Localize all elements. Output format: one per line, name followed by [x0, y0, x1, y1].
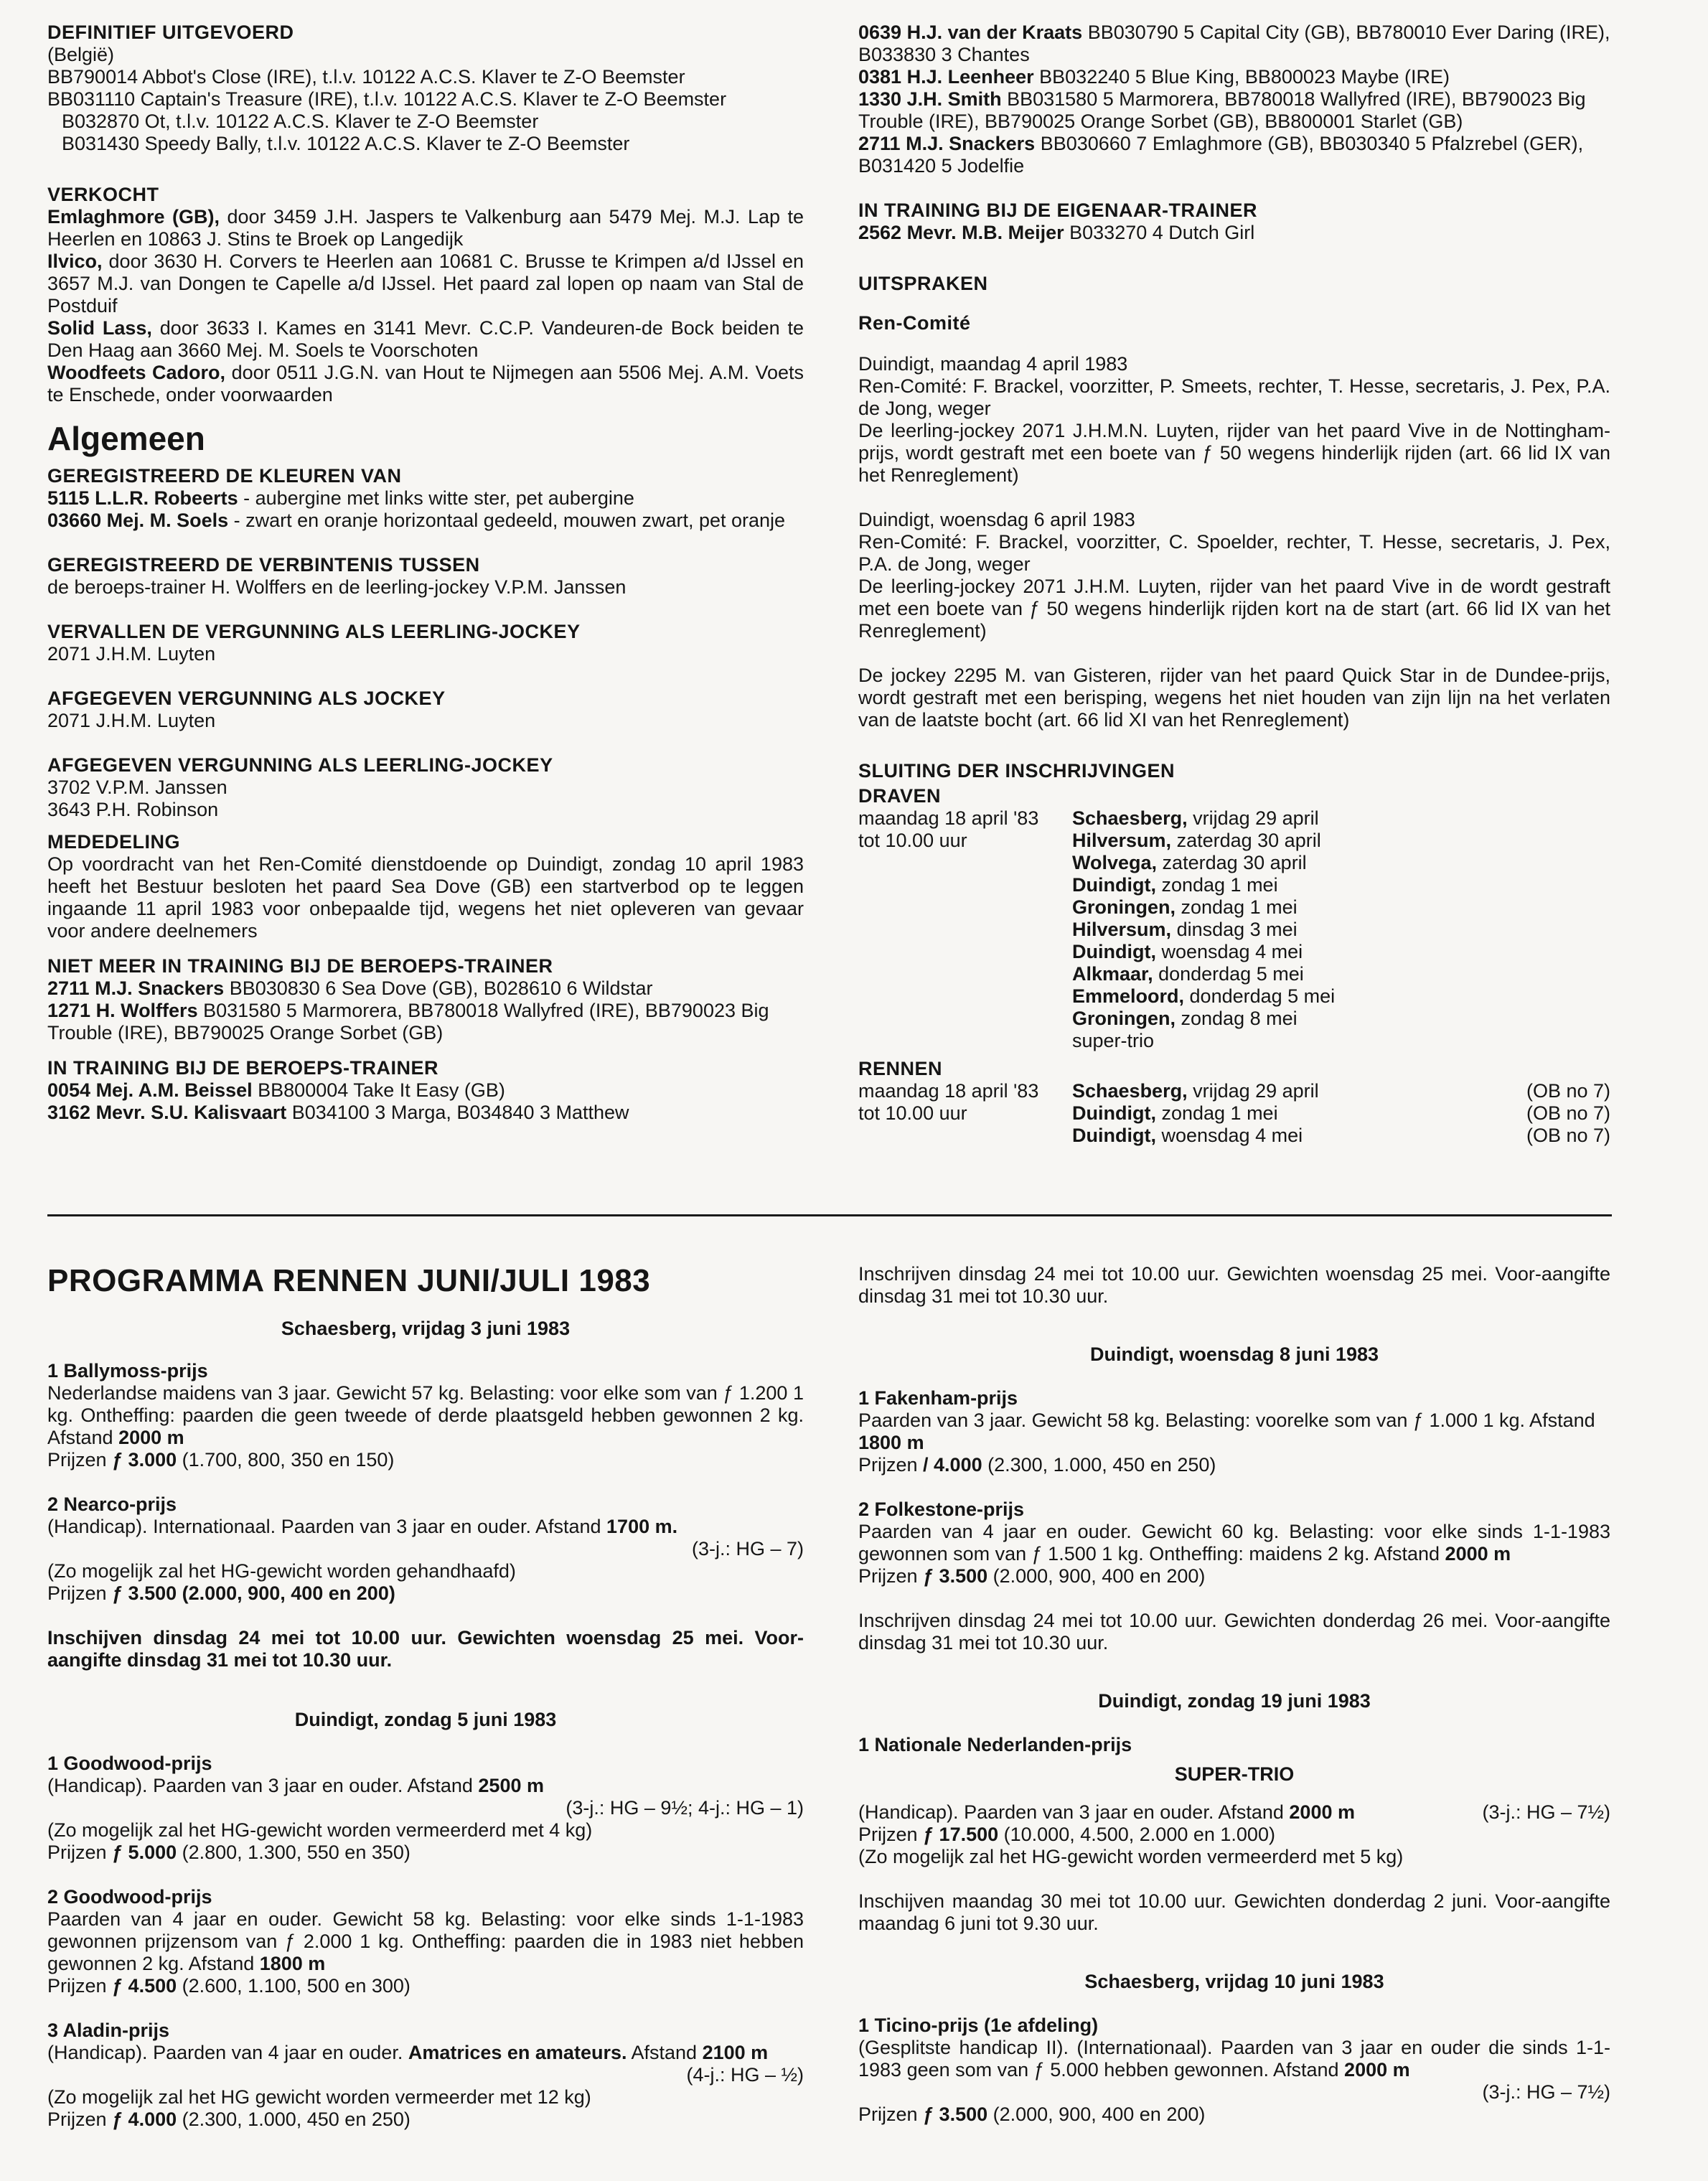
meeting-place: Duindigt, [1072, 874, 1156, 896]
weight-note: (Zo mogelijk zal het HG-gewicht worden vermeerderd met 5 kg) [858, 1846, 1404, 1867]
country-label: (België) [47, 44, 115, 65]
ob-reference: (OB no 7) [1526, 1080, 1610, 1102]
meeting-day: zondag 1 mei [1155, 874, 1278, 896]
race-title: 1 Ballymoss-prijs [47, 1360, 208, 1382]
race-prizes [858, 1824, 1610, 1846]
item-text: 2071 J.H.M. Luyten [47, 643, 216, 665]
list-item [858, 22, 1610, 66]
race-title: 2 Goodwood-prijs [47, 1886, 212, 1908]
meeting-header: Schaesberg, vrijdag 10 juni 1983 [1084, 1971, 1384, 1992]
handicap-note: (3-j.: HG – 9½; 4-j.: HG – 1) [566, 1797, 804, 1819]
prize-label: Prijzen [47, 1449, 113, 1471]
race-conditions [858, 1410, 1610, 1454]
list-item [47, 206, 804, 250]
item-text: door 0511 J.G.N. van Hout te Nijmegen aan 5506 Mej. A.M. Voets te Enschede, onder voorwaarden [47, 362, 804, 405]
weight-note: (Zo mogelijk zal het HG-gewicht worden gehandhaafd) [47, 1560, 516, 1582]
meeting-day: zaterdag 30 april [1171, 830, 1321, 851]
programma-title: PROGRAMMA RENNEN JUNI/JULI 1983 [47, 1263, 651, 1298]
niet-meer-section [47, 955, 804, 1044]
ob-reference: (OB no 7) [1526, 1102, 1610, 1124]
list-item: 3643 P.H. Robinson [47, 799, 219, 820]
rennen-label: RENNEN [858, 1058, 943, 1079]
list-item [47, 977, 804, 1000]
item-text: 2071 J.H.M. Luyten [47, 710, 216, 731]
item-text: BB031580 5 Marmorera, BB780018 Wallyfred (IRE), BB790023 Big Trouble (IRE), BB790025 Orange Sorbet (GB), BB800001 Starlet (GB) [858, 88, 1586, 132]
section-subheading: Ren-Comité [858, 312, 971, 334]
list-item [47, 510, 804, 532]
item-text: B034100 3 Marga, B034840 3 Matthew [286, 1102, 629, 1123]
race-entry [47, 1360, 804, 1471]
conditions-text: (Handicap). Paarden van 3 jaar en ouder. Afstand [47, 1775, 479, 1796]
section-heading: GEREGISTREERD DE KLEUREN VAN [47, 465, 402, 487]
meeting-place: Groningen, [1072, 896, 1176, 918]
meeting-place: Schaesberg, [1072, 807, 1188, 829]
meeting-day: zaterdag 30 april [1157, 852, 1307, 873]
item-text: B031580 5 Marmorera, BB780018 Wallyfred (IRE), BB790023 Big Trouble (IRE), BB790025 Orange Sorbet (GB) [47, 1000, 769, 1043]
kleuren-section [47, 465, 804, 532]
prize-label: Prijzen [47, 1975, 113, 1997]
entry-deadline: Inschrijven dinsdag 24 mei tot 10.00 uur. Gewichten donderdag 26 mei. Voor-aangifte dinsdag 31 mei tot 10.30 uur. [858, 1610, 1610, 1654]
meeting-day: zondag 1 mei [1155, 1102, 1278, 1124]
item-text: door 3630 H. Corvers te Heerlen aan 10681 C. Brusse te Krimpen a/d IJssel en 3657 M.J. van Dongen te Capelle a/d IJssel. Het paard zal lopen op naam van Stal de Postduif [47, 250, 804, 316]
meeting-day: donderdag 5 mei [1184, 985, 1336, 1007]
race-entry [47, 2020, 804, 2131]
list-item [858, 222, 1610, 244]
prize-label: Prijzen [858, 2103, 924, 2125]
trainer-name: 0381 H.J. Leenheer [858, 66, 1034, 88]
meeting-place: Hilversum, [1072, 919, 1172, 940]
right-top-column [858, 22, 1610, 1147]
super-trio-label: SUPER-TRIO [1174, 1763, 1295, 1785]
entry-deadline: Inschijven maandag 30 mei tot 10.00 uur. Gewichten donderdag 2 juni. Voor-aangifte maandag 6 juni tot 9.30 uur. [858, 1890, 1610, 1934]
race-title: 3 Aladin-prijs [47, 2020, 170, 2041]
conditions-text: Paarden van 3 jaar. Gewicht 58 kg. Belasting: voorelke som van ƒ 1.000 1 kg. Afstand [858, 1410, 1595, 1431]
list-item: B031430 Speedy Bally, t.l.v. 10122 A.C.S. Klaver te Z-O Beemster [62, 133, 630, 154]
meeting-day: zondag 8 mei [1176, 1008, 1298, 1029]
trainer-name: 2711 M.J. Snackers [47, 977, 225, 999]
in-training-section [47, 1057, 804, 1124]
race-title: 2 Nearco-prijs [47, 1493, 177, 1515]
race-distance: 2000 m [1289, 1801, 1355, 1823]
owner-name: 03660 Mej. M. Soels [47, 510, 229, 531]
sluiting-section [858, 760, 1610, 1147]
trainer-name: 2562 Mevr. M.B. Meijer [858, 222, 1064, 243]
prize-breakdown: (2.300, 1.000, 450 en 250) [177, 2109, 410, 2130]
meeting-list [1072, 1080, 1510, 1147]
prize-label: Prijzen [47, 1842, 113, 1863]
meeting-item [1072, 1125, 1510, 1147]
race-distance: 2100 m [702, 2042, 769, 2063]
race-conditions [47, 1775, 804, 1797]
race-distance: 2000 m [1344, 2059, 1410, 2081]
race-title: 1 Nationale Nederlanden-prijs [858, 1734, 1132, 1755]
prize-total: ƒ 17.500 [923, 1824, 999, 1845]
ob-list [1510, 1080, 1610, 1147]
closing-date-block [858, 807, 1072, 1052]
section-divider [47, 1214, 1612, 1216]
list-item [47, 487, 804, 510]
list-item [47, 250, 804, 317]
race-prizes [47, 1582, 804, 1605]
meeting-place: Duindigt, [1072, 1102, 1156, 1124]
meeting-day: vrijdag 29 april [1187, 1080, 1319, 1102]
rennen-schedule [858, 1080, 1610, 1147]
afgegeven-jockey-section [47, 688, 804, 732]
meeting-header: Duindigt, woensdag 8 juni 1983 [1089, 1343, 1379, 1365]
list-item: B032870 Ot, t.l.v. 10122 A.C.S. Klaver te Z-O Beemster [62, 111, 539, 132]
weight-note: (Zo mogelijk zal het HG-gewicht worden vermeerderd met 4 kg) [47, 1819, 593, 1841]
prize-label: Prijzen [47, 1582, 113, 1604]
weight-note: (Zo mogelijk zal het HG gewicht worden vermeerder met 12 kg) [47, 2086, 591, 2108]
programma-right-column [858, 1263, 1610, 2126]
item-text: B033270 4 Dutch Girl [1064, 222, 1255, 243]
prize-breakdown: (2.800, 1.300, 550 en 350) [177, 1842, 410, 1863]
horse-name: Ilvico, [47, 250, 103, 272]
prize-total: ƒ 3.000 [112, 1449, 177, 1471]
meeting-place: Wolvega, [1072, 852, 1158, 873]
prize-breakdown: (10.000, 4.500, 2.000 en 1.000) [998, 1824, 1275, 1845]
race-prizes [47, 2109, 804, 2131]
list-item: BB790014 Abbot's Close (IRE), t.l.v. 10122 A.C.S. Klaver te Z-O Beemster [47, 66, 685, 88]
ruling-date: Duindigt, maandag 4 april 1983 [858, 353, 1128, 375]
item-text: BB030790 5 Capital City (GB), BB780010 Ever Daring (IRE), B033830 3 Chantes [858, 22, 1610, 65]
conditions-text: (Handicap). Internationaal. Paarden van 3 jaar en ouder. Afstand [47, 1516, 607, 1537]
prize-total: ƒ 3.500 [923, 2103, 988, 2125]
prize-label: Prijzen [858, 1565, 924, 1587]
meeting-place: Groningen, [1072, 1008, 1176, 1029]
prize-total: ƒ 3.500 [923, 1565, 988, 1587]
meeting-header: Duindigt, zondag 19 juni 1983 [1098, 1690, 1371, 1712]
meeting-item [1072, 874, 1610, 896]
afgegeven-leerling-section [47, 754, 804, 821]
trainer-name: 0639 H.J. van der Kraats [858, 22, 1083, 43]
meeting-item [1072, 941, 1610, 963]
meeting-day: dinsdag 3 mei [1171, 919, 1298, 940]
section-heading: VERVALLEN DE VERGUNNING ALS LEERLING-JOCKEY [47, 621, 581, 642]
list-item [858, 88, 1610, 133]
section-heading: IN TRAINING BIJ DE BEROEPS-TRAINER [47, 1057, 439, 1079]
race-entry [858, 2015, 1610, 2126]
meeting-item [1072, 852, 1610, 874]
meeting-item [1072, 830, 1610, 852]
meeting-item [1072, 807, 1610, 830]
list-item [47, 1102, 804, 1124]
list-item [858, 66, 1610, 88]
conditions-text: Paarden van 4 jaar en ouder. Gewicht 58 kg. Belasting: voor elke sinds 1-1-1983 gewonnen prijzensom van ƒ 2.000 1 kg. Ontheffing: paarden die in 1983 niet hebben gewonnen 2 kg. Afstand [47, 1908, 804, 1974]
meeting-item [1072, 1102, 1510, 1125]
left-top-column [47, 22, 804, 1124]
prize-total: / 4.000 [923, 1454, 982, 1476]
draven-schedule [858, 807, 1610, 1052]
closing-time: tot 10.00 uur [858, 1102, 967, 1124]
race-entry [47, 1753, 804, 1864]
conditions-text: Nederlandse maidens van 3 jaar. Gewicht 57 kg. Belasting: voor elke som van ƒ 1.200 1 kg. Ontheffing: paarden die geen tweede of derde plaatsgeld hebben gewonnen 2 kg. Afstand [47, 1382, 804, 1448]
ob-reference: (OB no 7) [1526, 1125, 1610, 1146]
uitspraken-section [858, 273, 1610, 731]
meeting-header: Duindigt, zondag 5 juni 1983 [294, 1709, 557, 1730]
prize-breakdown: (2.600, 1.100, 500 en 300) [177, 1975, 410, 1997]
handicap-note: (3-j.: HG – 7½) [1482, 1801, 1610, 1823]
list-item: BB031110 Captain's Treasure (IRE), t.l.v. 10122 A.C.S. Klaver te Z-O Beemster [47, 88, 727, 110]
prize-label: Prijzen [858, 1454, 924, 1476]
race-conditions [47, 1908, 804, 1975]
prize-breakdown: (2.300, 1.000, 450 en 250) [982, 1454, 1216, 1476]
race-prizes [858, 2103, 1610, 2126]
meeting-list [1072, 807, 1610, 1052]
meeting-item [1072, 963, 1610, 985]
conditions-text: (Handicap). Paarden van 3 jaar en ouder. Afstand [858, 1801, 1290, 1823]
race-entry [858, 1734, 1610, 1868]
section-heading: IN TRAINING BIJ DE EIGENAAR-TRAINER [858, 200, 1258, 221]
trainer-name: 1271 H. Wolffers [47, 1000, 198, 1021]
ruling-text: De leerling-jockey 2071 J.H.M.N. Luyten, rijder van het paard Vive in de Nottingham-prijs, wordt gestraft met een boete van ƒ 50 wegens hinderlijk rijden (art. 66 lid IX van het Renreglement) [858, 420, 1610, 486]
list-item [47, 1000, 804, 1044]
meeting-place: Duindigt, [1072, 1125, 1156, 1146]
closing-date-block [858, 1080, 1072, 1147]
race-prizes [858, 1565, 1610, 1587]
mededeling-section [47, 831, 804, 942]
race-distance: 1700 m. [606, 1516, 678, 1537]
meeting-place: Duindigt, [1072, 941, 1156, 962]
closing-time: tot 10.00 uur [858, 830, 967, 851]
prize-total: ƒ 4.000 [112, 2109, 177, 2130]
algemeen-title: Algemeen [47, 420, 205, 457]
verbintenis-section [47, 554, 804, 599]
prize-label: Prijzen [858, 1824, 924, 1845]
race-title: 2 Folkestone-prijs [858, 1498, 1025, 1520]
race-distance: 1800 m [259, 1953, 326, 1974]
trainer-list [858, 22, 1610, 177]
meeting-day: vrijdag 29 april [1187, 807, 1319, 829]
race-prizes [47, 1842, 804, 1864]
race-entry [47, 1886, 804, 1997]
race-prizes [47, 1449, 804, 1471]
race-distance: 2000 m [118, 1427, 184, 1448]
meeting-item [1072, 1008, 1610, 1030]
trainer-name: 1330 J.H. Smith [858, 88, 1002, 110]
conditions-line [858, 1801, 1482, 1824]
prize-breakdown: (1.700, 800, 350 en 150) [177, 1449, 395, 1471]
conditions-text: Paarden van 4 jaar en ouder. Gewicht 60 kg. Belasting: voor elke sinds 1-1-1983 gewonnen som van ƒ 1.500 1 kg. Ontheffing: maidens 2 kg. Afstand [858, 1521, 1610, 1565]
prize-total: ƒ 3.500 (2.000, 900, 400 en 200) [112, 1582, 395, 1604]
owner-name: 5115 L.L.R. Robeerts [47, 487, 238, 509]
race-entry [47, 1493, 804, 1605]
definitief-section [47, 22, 804, 155]
race-conditions [858, 2037, 1610, 2081]
item-text: - zwart en oranje horizontaal gedeeld, mouwen zwart, pet oranje [228, 510, 786, 531]
meeting-place: Hilversum, [1072, 830, 1172, 851]
horse-name: Solid Lass, [47, 317, 152, 339]
entry-deadline: Inschrijven dinsdag 24 mei tot 10.00 uur. Gewichten woensdag 25 mei. Voor-aangifte dinsdag 31 mei tot 10.30 uur. [858, 1263, 1610, 1307]
meeting-day: woensdag 4 mei [1155, 1125, 1303, 1146]
section-heading: GEREGISTREERD DE VERBINTENIS TUSSEN [47, 554, 480, 576]
item-text: BB032240 5 Blue King, BB800023 Maybe (IRE) [1033, 66, 1450, 88]
race-conditions [47, 1516, 804, 1538]
handicap-note: (3-j.: HG – 7) [691, 1538, 804, 1559]
race-conditions [858, 1801, 1610, 1824]
meeting-place: Emmeloord, [1072, 985, 1185, 1007]
meeting-place: Alkmaar, [1072, 963, 1153, 985]
verkocht-section [47, 184, 804, 406]
list-item [47, 317, 804, 362]
trainer-name: 2711 M.J. Snackers [858, 133, 1036, 154]
handicap-note: (4-j.: HG – ½) [686, 2064, 804, 2086]
race-prizes [47, 1975, 804, 1997]
meeting-item [1072, 919, 1610, 941]
section-heading: UITSPRAKEN [858, 273, 988, 294]
prize-label: Prijzen [47, 2109, 113, 2130]
draven-label: DRAVEN [858, 785, 942, 807]
prize-breakdown: (2.000, 900, 400 en 200) [987, 2103, 1206, 2125]
section-heading: SLUITING DER INSCHRIJVINGEN [858, 760, 1176, 782]
race-conditions [858, 1521, 1610, 1565]
ruling-text: De jockey 2295 M. van Gisteren, rijder van het paard Quick Star in de Dundee-prijs, wordt gestraft met een berisping, wegens het niet houden van zijn lijn na het verlaten van de laatste bocht (art. 66 lid XI van het Renreglement) [858, 665, 1610, 731]
conditions-text: Afstand [627, 2042, 703, 2063]
meeting-day: donderdag 5 mei [1153, 963, 1304, 985]
meeting-header: Schaesberg, vrijdag 3 juni 1983 [281, 1318, 571, 1339]
conditions-text: (Handicap). Paarden van 4 jaar en ouder. [47, 2042, 408, 2063]
item-text: door 3633 I. Kames en 3141 Mevr. C.C.P. Vandeuren-de Bock beiden te Den Haag aan 3660 Mej. M. Soels te Voorschoten [47, 317, 804, 361]
section-heading: DEFINITIEF UITGEVOERD [47, 22, 294, 43]
race-distance: 2000 m [1445, 1543, 1511, 1565]
vervallen-section [47, 621, 804, 665]
ruling-date: Duindigt, woensdag 6 april 1983 [858, 509, 1135, 530]
race-title: 1 Ticino-prijs (1e afdeling) [858, 2015, 1099, 2036]
closing-date: maandag 18 april '83 [858, 807, 1039, 829]
ruling-committee: Ren-Comité: F. Brackel, voorzitter, C. Spoelder, rechter, T. Hesse, secretaris, J. Pex, P.A. de Jong, weger [858, 531, 1610, 575]
horse-name: Emlaghmore (GB), [47, 206, 220, 228]
prize-total: ƒ 5.000 [112, 1842, 177, 1863]
conditions-text: (Gesplitste handicap II). (Internationaal). Paarden van 3 jaar en ouder die sinds 1-1-1983 geen som van ƒ 5.000 hebben gewonnen. Afstand [858, 2037, 1610, 2081]
trainer-name: 0054 Mej. A.M. Beissel [47, 1079, 253, 1101]
super-trio-note: super-trio [1072, 1030, 1155, 1051]
item-text: de beroeps-trainer H. Wolffers en de leerling-jockey V.P.M. Janssen [47, 576, 627, 598]
list-item [47, 362, 804, 406]
ruling-text: De leerling-jockey 2071 J.H.M. Luyten, rijder van het paard Vive in de wordt gestraft met een boete van ƒ 50 wegens hinderlijk rijden kort na de start (art. 66 lid IX van het Renreglement) [858, 576, 1610, 642]
meeting-day: zondag 1 mei [1176, 896, 1298, 918]
entry-deadline: Inschijven dinsdag 24 mei tot 10.00 uur. Gewichten woensdag 25 mei. Voor-aangifte dinsdag 31 mei tot 10.30 uur. [47, 1627, 804, 1671]
item-text: Op voordracht van het Ren-Comité dienstdoende op Duindigt, zondag 10 april 1983 heeft het Bestuur besloten het paard Sea Dove (GB) een startverbod op te leggen ingaande 11 april 1983 voor onbepaalde tijd, wegens het niet opleveren van gevaar voor andere deelnemers [47, 853, 804, 942]
prize-total: ƒ 4.500 [112, 1975, 177, 1997]
closing-date: maandag 18 april '83 [858, 1080, 1039, 1102]
race-distance: 2500 m [478, 1775, 544, 1796]
meeting-item [1072, 1080, 1510, 1102]
prize-breakdown: (2.000, 900, 400 en 200) [987, 1565, 1206, 1587]
race-prizes [858, 1454, 1610, 1476]
trainer-name: 3162 Mevr. S.U. Kalisvaart [47, 1102, 287, 1123]
meeting-place: Schaesberg, [1072, 1080, 1188, 1102]
programma-left-column [47, 1263, 804, 2131]
race-entry [858, 1387, 1610, 1476]
list-item [47, 1079, 804, 1102]
race-conditions [47, 2042, 804, 2064]
section-heading: AFGEGEVEN VERGUNNING ALS LEERLING-JOCKEY [47, 754, 553, 776]
race-title: 1 Goodwood-prijs [47, 1753, 212, 1774]
race-entry [858, 1498, 1610, 1587]
item-text: door 3459 J.H. Jaspers te Valkenburg aan 5479 Mej. M.J. Lap te Heerlen en 10863 J. Stins te Broek op Langedijk [47, 206, 804, 250]
race-title: 1 Fakenham-prijs [858, 1387, 1018, 1409]
ruling-committee: Ren-Comité: F. Brackel, voorzitter, P. Smeets, rechter, T. Hesse, secretaris, J. Pex, P.A. de Jong, weger [858, 375, 1610, 419]
section-heading: AFGEGEVEN VERGUNNING ALS JOCKEY [47, 688, 446, 709]
item-text: BB030660 7 Emlaghmore (GB), BB030340 5 Pfalzrebel (GER), B031420 5 Jodelfie [858, 133, 1584, 177]
conditions-emphasis: Amatrices en amateurs. [408, 2042, 627, 2063]
section-heading: MEDEDELING [47, 831, 181, 853]
item-text: BB030830 6 Sea Dove (GB), B028610 6 Wildstar [224, 977, 653, 999]
race-distance: 1800 m [858, 1432, 924, 1453]
list-item [858, 133, 1610, 177]
meeting-item [1072, 896, 1610, 919]
item-text: - aubergine met links witte ster, pet aubergine [238, 487, 634, 509]
eigenaar-section [858, 200, 1610, 244]
section-heading: NIET MEER IN TRAINING BIJ DE BEROEPS-TRAINER [47, 955, 553, 977]
horse-name: Woodfeets Cadoro, [47, 362, 226, 383]
handicap-note: (3-j.: HG – 7½) [1482, 2081, 1610, 2103]
list-item: 3702 V.P.M. Janssen [47, 777, 227, 798]
item-text: BB800004 Take It Easy (GB) [252, 1079, 505, 1101]
section-heading: VERKOCHT [47, 184, 159, 205]
meeting-item [1072, 985, 1610, 1008]
meeting-day: woensdag 4 mei [1155, 941, 1303, 962]
race-conditions [47, 1382, 804, 1449]
